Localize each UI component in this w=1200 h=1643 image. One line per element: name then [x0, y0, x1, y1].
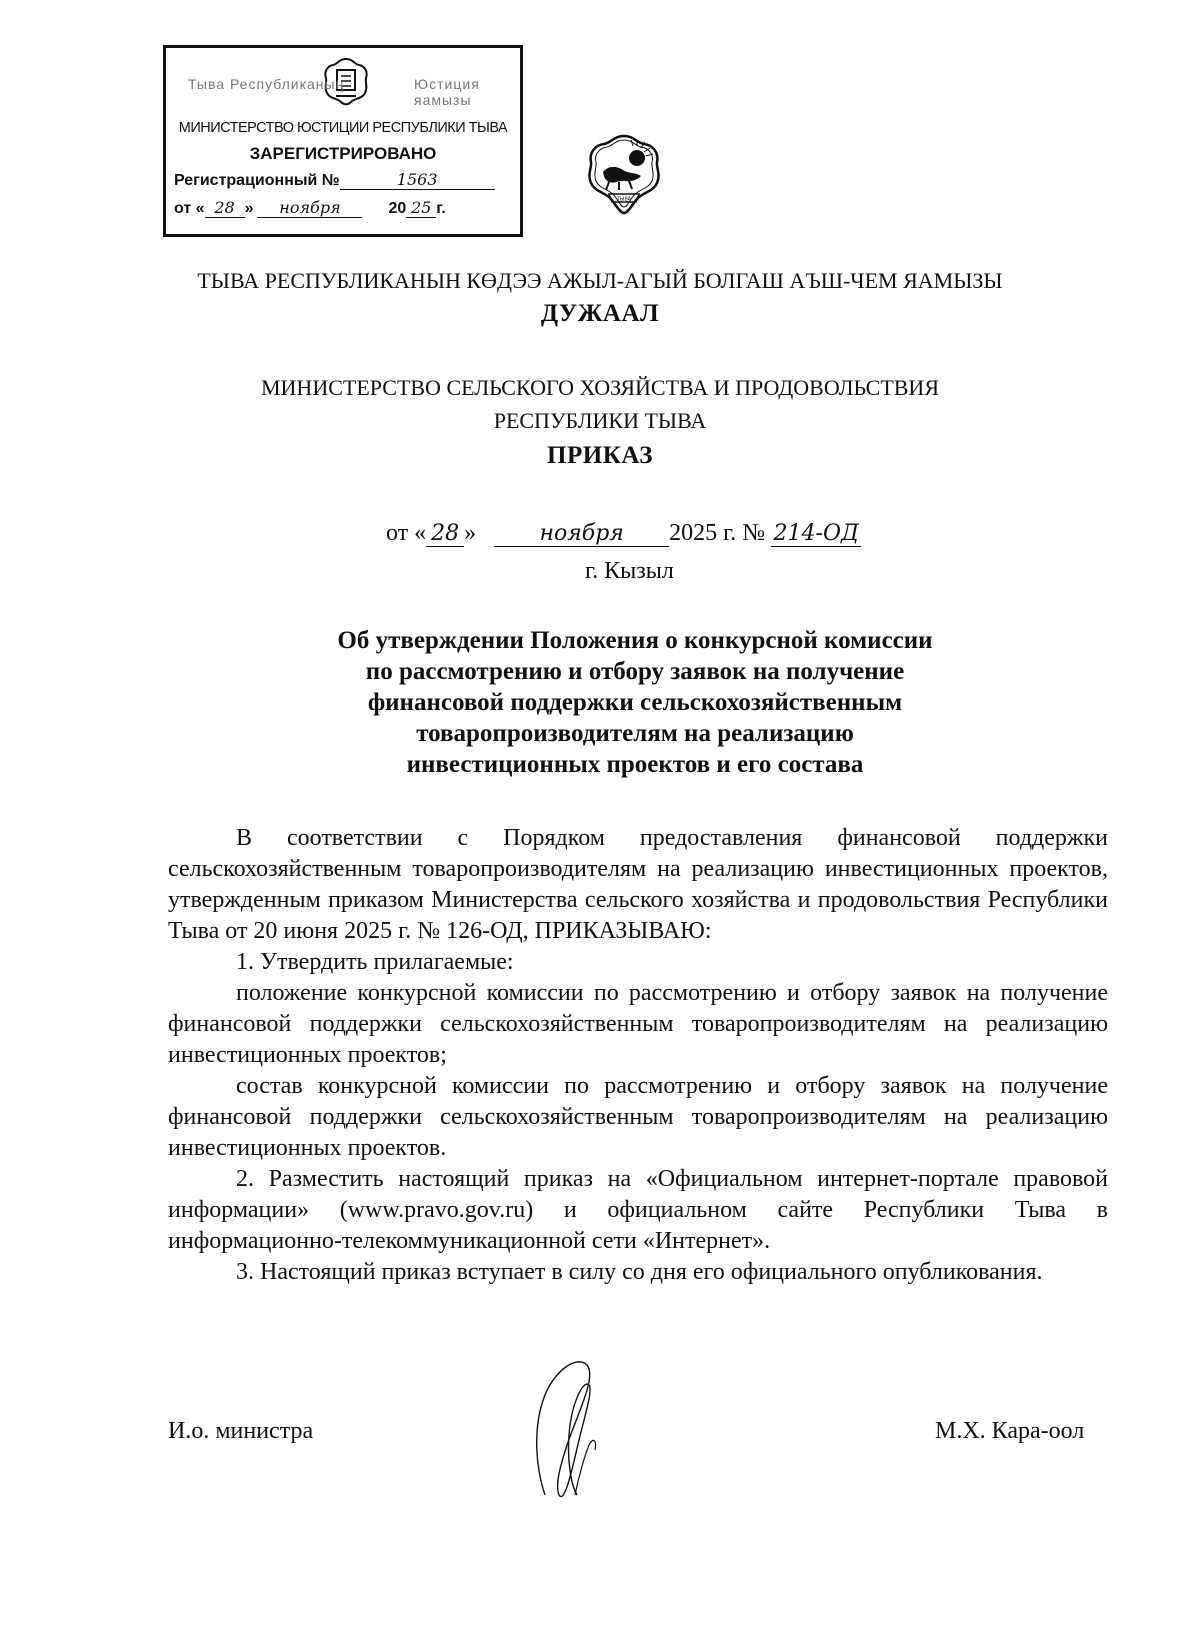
stamp-date-year-prefix: 20: [388, 200, 407, 217]
stamp-tuva-text-left: Тыва Республиканың: [188, 76, 345, 92]
date-close: »: [464, 520, 477, 546]
body-intro: В соответствии с Порядком предоставления финансовой поддержки сельскохозяйственным товаропроизводителям на реализацию инвестиционных проектов, утвержденным приказом Министерства сельского хозяйства и продовольствия Республики Тыва от 20 июня 2025 г. № 126-ОД, ПРИКАЗЫВАЮ:: [168, 825, 1108, 944]
date-prefix: от «: [386, 520, 427, 546]
body-item-1a: положение конкурсной комиссии по рассмотрению и отбору заявок на получение финансовой поддержки сельскохозяйственным товаропроизводителям на реализацию инвестиционных проектов;: [168, 980, 1108, 1068]
stamp-date-year-suffix: 25: [406, 198, 436, 218]
order-date-line: [386, 520, 861, 547]
title-line: Об утверждении Положения о конкурсной комиссии: [337, 627, 933, 654]
title-line: по рассмотрению и отбору заявок на получение: [365, 658, 905, 685]
ministry-name-line1: МИНИСТЕРСТВО СЕЛЬСКОГО ХОЗЯЙСТВА И ПРОДОВОЛЬСТВИЯ: [260, 375, 939, 400]
body-item-1: 1. Утвердить прилагаемые:: [236, 949, 514, 975]
stamp-date-mid: »: [244, 200, 254, 217]
stamp-ministry: МИНИСТЕРСТВО ЮСТИЦИИ РЕСПУБЛИКИ ТЫВА: [178, 120, 508, 136]
stamp-date-month: ноября: [257, 198, 362, 218]
stamp-date-prefix: от «: [174, 200, 205, 217]
doc-type: ПРИКАЗ: [547, 442, 653, 469]
stamp-date-line: [174, 198, 446, 218]
registration-stamp: [163, 45, 523, 237]
stamp-date-tail: г.: [436, 200, 446, 217]
signatory-position: И.о. министра: [168, 1418, 314, 1444]
tuva-doc-type: ДУЖААЛ: [540, 300, 660, 327]
stamp-registered: ЗАРЕГИСТРИРОВАНО: [249, 144, 437, 163]
city: г. Кызыл: [585, 558, 674, 584]
title-line: финансовой поддержки сельскохозяйственным: [367, 689, 903, 716]
ministry-name-line2: РЕСПУБЛИКИ ТЫВА: [493, 408, 707, 433]
svg-text:ТЫВА: ТЫВА: [617, 196, 631, 203]
title-line: инвестиционных проектов и его состава: [406, 751, 864, 778]
stamp-date-day: 28: [205, 198, 245, 218]
stamp-reg-line: [174, 170, 495, 190]
body-item-2: 2. Разместить настоящий приказ на «Официальном интернет-портале правовой информации» (www.pravo.gov.ru) и официальном сайте Республики Тыва в информационно-телекоммуникационной сети «Интернет».: [168, 1166, 1108, 1254]
date-day: 28: [426, 521, 464, 547]
signatory-name: М.Х. Кара-оол: [935, 1418, 1085, 1444]
tuva-emblem-icon: [579, 132, 669, 218]
body-item-3: 3. Настоящий приказ вступает в силу со дня его официального опубликования.: [236, 1259, 1043, 1285]
document-title: [0, 625, 1200, 780]
stamp-reg-label: Регистрационный №: [174, 172, 340, 189]
body-item-1b: состав конкурсной комиссии по рассмотрению и отбору заявок на получение финансовой поддержки сельскохозяйственным товаропроизводителям на реализацию инвестиционных проектов.: [168, 1073, 1108, 1161]
title-line: товаропроизводителям на реализацию: [416, 720, 854, 747]
tuva-ministry-name: ТЫВА РЕСПУБЛИКАНЫН КӨДЭЭ АЖЫЛ-АГЫЙ БОЛГАШ АЪШ-ЧЕМ ЯАМЫЗЫ: [197, 268, 1003, 293]
date-month: ноября: [494, 521, 669, 547]
stamp-tuva-text-right: Юстиция яамызы: [414, 76, 480, 108]
stamp-reg-number: 1563: [340, 170, 495, 190]
document-body: [168, 823, 1108, 1288]
date-year: 2025 г. №: [669, 520, 766, 546]
handwritten-signature: [515, 1345, 625, 1515]
order-number: 214-ОД: [771, 521, 861, 547]
